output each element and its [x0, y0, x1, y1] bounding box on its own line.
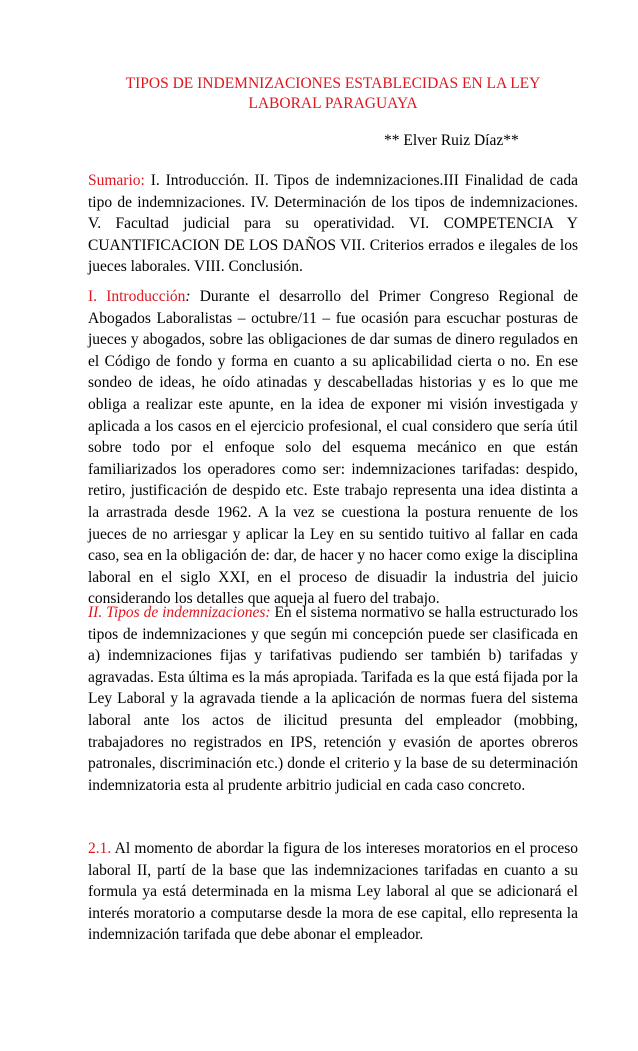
introduction-text: Durante el desarrollo del Primer Congreso Regional de Abogados Laboralistas – octubre/11 – fue ocasión para escuchar posturas de jueces y abogados, sobre las obligaciones de dar sumas de dinero regulados en el Código de fondo y forma en cuanto a su aplicabilidad cierta o no. En ese sondeo de ideas, he oído atinadas y descabelladas historias y es lo que me obliga a realizar este apunte, en la idea de exponer mi visión investigada y aplicada a los casos en el ejercicio profesional, el cual considero que sería útil sobre todo por el enfoque solo del esquema mecánico en que están familiarizados los operadores como ser: indemnizaciones tarifadas: despido, retiro, justificación de despido etc. Este trabajo representa una idea distinta a la arrastrada desde 1962. A la vez se cuestiona la postura renuente de los jueces de no arriesgar y aplicar la Ley en su sentido tuitivo al fallar en cada caso, sea en la obligación de: dar, de hacer y no hacer como exige la disciplina laboral en el siglo XXI, en el proceso de disuadir la industria del juicio considerando los detalles que aqueja al fuero del trabajo.	[88, 288, 578, 608]
summary-text: I. Introducción. II. Tipos de indemnizaciones.III Finalidad de cada tipo de indemnizaciones. IV. Determinación de los tipos de indemnizaciones. V. Facultad judicial para su operatividad. VI. COMPETENCIA Y CUANTIFICACION DE LOS DAÑOS VII. Criterios errados e ilegales de los jueces laborales. VIII. Conclusión.	[88, 172, 578, 276]
section-2-1-paragraph	[88, 838, 578, 946]
section-2-1-label: 2.1.	[88, 840, 112, 857]
section-2-1-text: Al momento de abordar la figura de los intereses moratorios en el proceso laboral II, partí de la base que las indemnizaciones tarifadas en cuanto a su formula ya está determinada en la misma Ley laboral al que se adicionará el interés moratorio a computarse desde la mora de ese capital, ello representa la indemnización tarifada que debe abonar el empleador.	[88, 840, 578, 944]
author-line: ** Elver Ruiz Díaz**	[384, 132, 519, 149]
types-text: En el sistema normativo se halla estructurado los tipos de indemnizaciones y que según mi concepción puede ser clasificada en a) indemnizaciones fijas y tarifativas pudiendo ser también b) tarifadas y agravadas. Esta última es la más apropiada. Tarifada es la que está fijada por la Ley Laboral y la agravada tiende a la aplicación de normas fuera del sistema laboral ante los actos de ilicitud presunta del empleador (mobbing, trabajadores no registrados en IPS, retención y evasión de aportes obreros patronales, discriminación etc.) donde el criterio y la base de su determinación indemnizatoria esta al prudente arbitrio judicial en cada caso concreto.	[88, 604, 578, 794]
types-label: II. Tipos de indemnizaciones:	[88, 604, 271, 621]
introduction-colon: :	[185, 288, 191, 305]
summary-label: Sumario:	[88, 172, 145, 189]
summary-paragraph	[88, 170, 578, 278]
types-paragraph	[88, 602, 578, 796]
introduction-label: I. Introducción	[88, 288, 186, 305]
document-title: TIPOS DE INDEMNIZACIONES ESTABLECIDAS EN LA LEY LABORAL PARAGUAYA	[125, 75, 541, 112]
introduction-paragraph	[88, 286, 578, 610]
